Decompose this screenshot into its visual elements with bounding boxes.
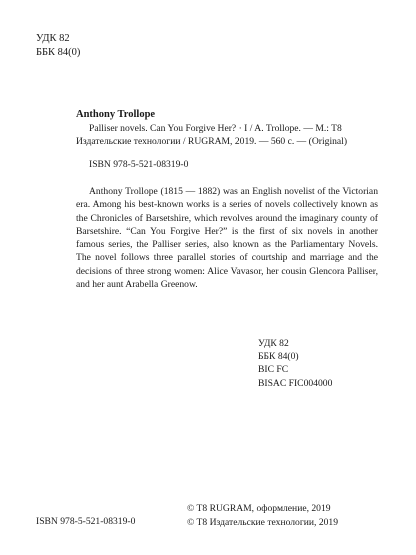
catalog-publisher-line: Издательские технологии / RUGRAM, 2019. — 560 с. — (Original)	[76, 136, 348, 148]
bisac-code: BISAC FIC004000	[258, 377, 333, 389]
bic-code: BIC FC	[258, 364, 289, 376]
copyright-line-design: © T8 RUGRAM, оформление, 2019	[187, 503, 331, 514]
catalog-isbn: ISBN 978-5-521-08319-0	[89, 159, 189, 171]
isbn-footer: ISBN 978-5-521-08319-0	[36, 516, 136, 527]
copyright-line-publisher: © T8 Издательские технологии, 2019	[187, 517, 339, 528]
copyright-notice	[187, 502, 338, 530]
classification-block-top	[36, 32, 80, 60]
book-annotation: Anthony Trollope (1815 — 1882) was an English novelist of the Victorian era. Among his best-known works is a series of novels collectively known as the Chronicles of Barsetshire, which revolves around the imaginary county of Barsetshire. “Can You Forgive Her?” is the first of six novels in another famous series, the Palliser series, also known as the Parliamentary Novels. The novel follows three parallel stories of courtship and marriage and the decisions of three strong women: Alice Vavasor, her cousin Glencora Palliser, and her aunt Arabella Greenow.	[76, 186, 378, 291]
catalog-record	[76, 108, 376, 172]
udk-code: УДК 82	[36, 33, 70, 44]
classification-block-bottom	[258, 337, 332, 390]
udk-code-bottom: УДК 82	[258, 338, 289, 349]
catalog-author: Anthony Trollope	[76, 109, 156, 120]
catalog-title-line: Palliser novels. Can You Forgive Her? · I / A. Trollope. — M.: T8	[89, 123, 342, 134]
bbk-code: ББК 84(0)	[36, 47, 81, 58]
bbk-code-bottom: ББК 84(0)	[258, 351, 299, 363]
